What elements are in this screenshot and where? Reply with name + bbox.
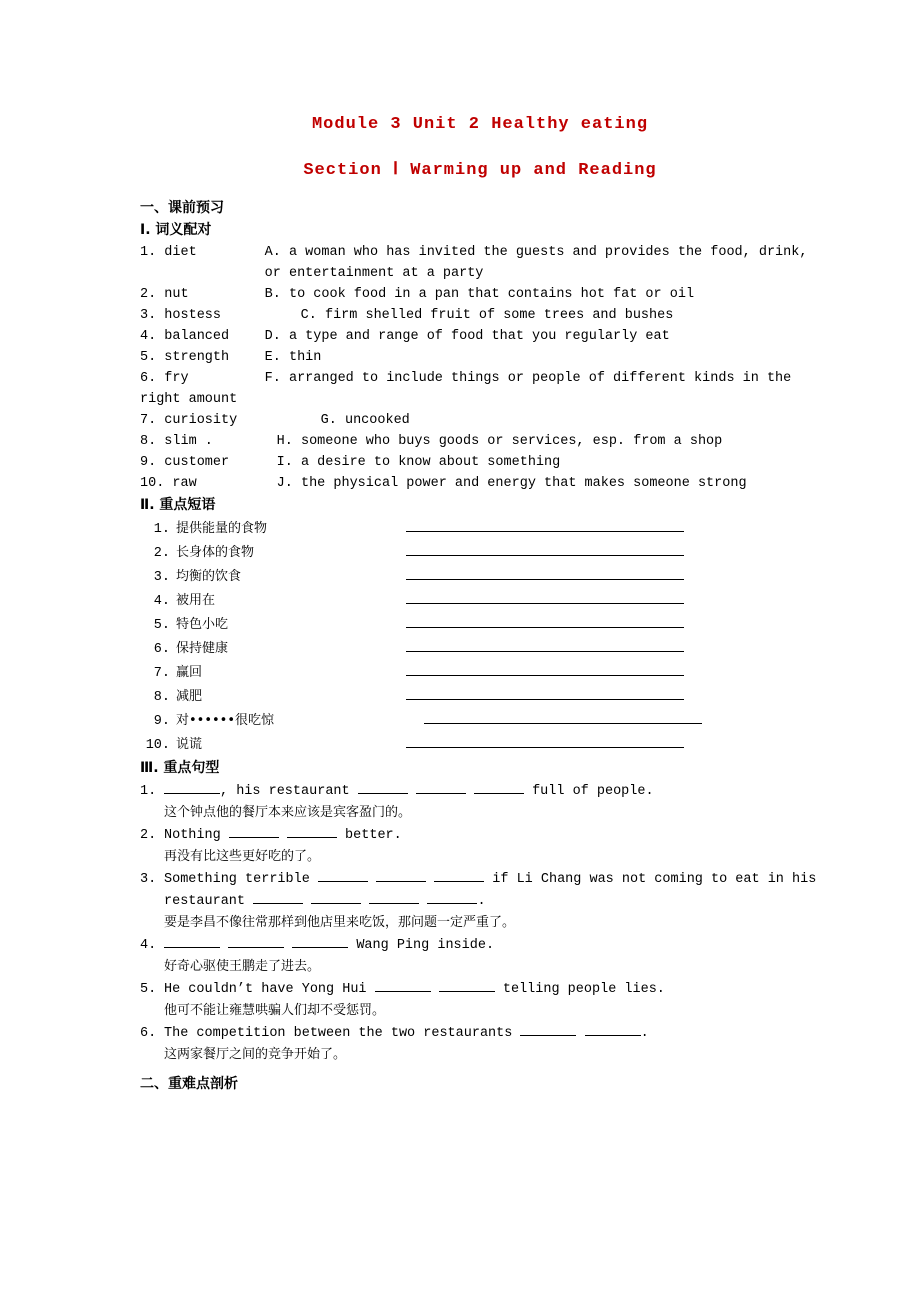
- answer-blank[interactable]: [253, 890, 303, 904]
- match-term: 4. balanced: [140, 329, 230, 344]
- page-title: Module 3 Unit 2 Healthy eating: [311, 115, 649, 134]
- answer-blank[interactable]: [474, 780, 524, 794]
- answer-blank[interactable]: [406, 733, 684, 748]
- answer-blank[interactable]: [228, 934, 284, 948]
- match-term-empty: [140, 263, 265, 284]
- sentence-number: 1.: [140, 784, 157, 799]
- phrase-text: 均衡的饮食: [176, 569, 242, 584]
- phrase-text: 特色小吃: [176, 617, 229, 632]
- list-item: [140, 934, 820, 956]
- list-item: [140, 517, 820, 541]
- answer-blank[interactable]: [375, 978, 431, 992]
- sentence-translation: 这两家餐厅之间的竞争开始了。: [164, 1047, 347, 1062]
- sentence-body: [164, 780, 820, 802]
- sentence-number: 5.: [140, 982, 157, 997]
- answer-blank[interactable]: [292, 934, 348, 948]
- sentence-text-cont: restaurant: [164, 894, 246, 909]
- list-item: [140, 661, 820, 685]
- sentence-list: [140, 780, 820, 1066]
- match-definition: D. a type and range of food that you regularly eat: [264, 329, 670, 344]
- sentence-body: [164, 934, 820, 956]
- sentence-body: [164, 978, 820, 1000]
- phrase-text: 长身体的食物: [176, 545, 255, 560]
- part-heading-2: [140, 495, 820, 517]
- answer-blank[interactable]: [406, 565, 684, 580]
- match-term: 10. raw: [140, 476, 197, 491]
- table-row: [140, 473, 820, 494]
- answer-blank[interactable]: [424, 709, 702, 724]
- list-item: [140, 868, 820, 912]
- list-item: [140, 824, 820, 846]
- list-item: [140, 541, 820, 565]
- phrase-text: 赢回: [176, 665, 203, 680]
- answer-blank[interactable]: [369, 890, 419, 904]
- phrase-text: 说谎: [176, 737, 203, 752]
- phrase-number: 3.: [153, 570, 170, 585]
- sentence-body: [164, 868, 820, 912]
- answer-blank[interactable]: [164, 934, 220, 948]
- table-row: [140, 410, 820, 431]
- section-heading-1: 一、课前预习: [140, 200, 224, 216]
- phrase-number: 7.: [153, 666, 170, 681]
- sentence-text-end: .: [640, 1026, 649, 1041]
- phrase-number: 9.: [153, 714, 170, 729]
- phrase-text: 减肥: [176, 689, 203, 704]
- match-term: 3. hostess: [140, 308, 222, 323]
- sentence-text: Nothing: [164, 828, 221, 843]
- answer-blank[interactable]: [406, 517, 684, 532]
- answer-blank[interactable]: [406, 541, 684, 556]
- phrase-text: 提供能量的食物: [176, 521, 268, 536]
- phrase-text: 被用在: [176, 593, 216, 608]
- match-term: 1. diet: [140, 245, 197, 260]
- part-heading-3: [140, 758, 820, 780]
- sentence-number: 6.: [140, 1026, 157, 1041]
- page-subtitle: Section Ⅰ Warming up and Reading: [303, 161, 657, 180]
- phrase-text: 对••••••很吃惊: [176, 713, 275, 728]
- answer-blank[interactable]: [376, 868, 426, 882]
- sentence-number: 4.: [140, 938, 157, 953]
- sentence-translation: 再没有比这些更好吃的了。: [164, 849, 321, 864]
- table-row: [140, 347, 820, 368]
- phrase-number: 6.: [153, 642, 170, 657]
- answer-blank[interactable]: [229, 824, 279, 838]
- sentence-body: [164, 824, 820, 846]
- match-definition: B. to cook food in a pan that contains hot fat or oil: [264, 287, 695, 302]
- match-definition-cont: right amount: [140, 392, 238, 407]
- phrase-list: [140, 517, 820, 757]
- table-row: [140, 242, 820, 263]
- sentence-text-end: .: [477, 894, 486, 909]
- sentence-text-end: full of people.: [532, 784, 654, 799]
- match-definition: F. arranged to include things or people of different kinds in the: [264, 371, 792, 386]
- table-row: [140, 452, 820, 473]
- table-row: [140, 305, 820, 326]
- answer-blank[interactable]: [416, 780, 466, 794]
- match-term: 8. slim .: [140, 434, 213, 449]
- sentence-text-end: Wang Ping inside.: [356, 938, 495, 953]
- match-term: 9. customer: [140, 455, 230, 470]
- match-definition: A. a woman who has invited the guests and provides the food, drink,: [264, 245, 808, 260]
- table-row: [140, 284, 820, 305]
- match-term: 7. curiosity: [140, 413, 238, 428]
- part-heading-2-label: Ⅱ. 重点短语: [140, 497, 216, 513]
- match-term: 2. nut: [140, 287, 189, 302]
- phrase-number: 5.: [153, 618, 170, 633]
- phrase-number: 4.: [153, 594, 170, 609]
- list-item: [140, 978, 820, 1000]
- phrase-number: 1.: [153, 522, 170, 537]
- document-content: [140, 110, 820, 1093]
- sentence-number: 2.: [140, 828, 157, 843]
- sentence-text: He couldn’t have Yong Hui: [164, 982, 367, 997]
- part-heading-3-label: Ⅲ. 重点句型: [140, 760, 220, 776]
- phrase-text: 保持健康: [176, 641, 229, 656]
- sentence-text-mid: if Li Chang was not coming to eat in his: [492, 872, 817, 887]
- answer-blank[interactable]: [434, 868, 484, 882]
- list-item: [140, 589, 820, 613]
- phrase-number: 8.: [153, 690, 170, 705]
- phrase-number: 2.: [153, 546, 170, 561]
- match-term: 5. strength: [140, 350, 230, 365]
- sentence-text-end: better.: [345, 828, 402, 843]
- phrase-number: 10.: [145, 738, 170, 753]
- answer-blank[interactable]: [318, 868, 368, 882]
- sentence-text: , his restaurant: [220, 784, 350, 799]
- part-heading-1-label: Ⅰ. 词义配对: [140, 222, 212, 238]
- table-row: [140, 326, 820, 347]
- list-item: [140, 733, 820, 757]
- table-row: [140, 263, 820, 284]
- match-definition: H. someone who buys goods or services, esp. from a shop: [276, 434, 723, 449]
- answer-blank[interactable]: [164, 780, 220, 794]
- part-heading-1: [140, 220, 820, 242]
- list-item: [140, 637, 820, 661]
- sentence-translation: 他可不能让雍慧哄骗人们却不受惩罚。: [164, 1003, 386, 1018]
- sentence-number: 3.: [140, 872, 157, 887]
- table-row: [140, 368, 820, 389]
- answer-blank[interactable]: [585, 1022, 641, 1036]
- match-definition-cont: or entertainment at a party: [264, 266, 484, 281]
- section-heading-2: 二、重难点剖析: [140, 1076, 238, 1092]
- sentence-translation: 要是李昌不像往常那样到他店里来吃饭，那问题一定严重了。: [164, 915, 516, 930]
- answer-blank[interactable]: [406, 685, 684, 700]
- sentence-text: Something terrible: [164, 872, 310, 887]
- answer-blank[interactable]: [406, 589, 684, 604]
- sentence-body: [164, 1022, 820, 1044]
- sentence-text-end: telling people lies.: [502, 982, 665, 997]
- answer-blank[interactable]: [520, 1022, 576, 1036]
- answer-blank[interactable]: [406, 613, 684, 628]
- answer-blank[interactable]: [311, 890, 361, 904]
- sentence-translation: 好奇心驱使王鹏走了进去。: [164, 959, 321, 974]
- list-item: [140, 613, 820, 637]
- word-matching-table: [140, 242, 820, 494]
- list-item: [140, 780, 820, 802]
- answer-blank[interactable]: [406, 637, 684, 652]
- match-definition: G. uncooked: [320, 413, 410, 428]
- answer-blank[interactable]: [358, 780, 408, 794]
- match-definition: I. a desire to know about something: [276, 455, 561, 470]
- list-item: [140, 565, 820, 589]
- match-definition: J. the physical power and energy that makes someone strong: [276, 476, 747, 491]
- table-row: [140, 431, 820, 452]
- answer-blank[interactable]: [439, 978, 495, 992]
- sentence-text: The competition between the two restaurants: [164, 1026, 513, 1041]
- list-item: [140, 1022, 820, 1044]
- match-definition: C. firm shelled fruit of some trees and bushes: [300, 308, 674, 323]
- sentence-translation: 这个钟点他的餐厅本来应该是宾客盈门的。: [164, 805, 412, 820]
- answer-blank[interactable]: [406, 661, 684, 676]
- list-item: [140, 709, 820, 733]
- match-term: 6. fry: [140, 371, 189, 386]
- list-item: [140, 685, 820, 709]
- answer-blank[interactable]: [427, 890, 477, 904]
- match-definition: E. thin: [264, 350, 322, 365]
- answer-blank[interactable]: [287, 824, 337, 838]
- table-row: [140, 389, 820, 410]
